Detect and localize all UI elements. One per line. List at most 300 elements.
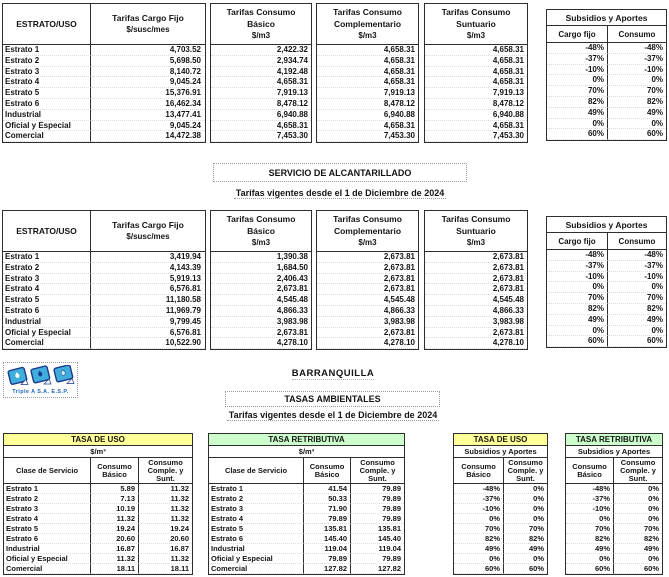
row-label: Industrial (209, 544, 304, 554)
cell-value: 18.11 (91, 564, 139, 574)
row-label: Estrato 3 (3, 274, 91, 285)
cell-value: 0% (614, 504, 662, 514)
cell-value: 70% (454, 524, 504, 534)
cell-value: 0% (547, 75, 608, 86)
cell-value: 49% (547, 315, 608, 326)
table-row (454, 504, 547, 514)
table-row (211, 99, 311, 110)
table-row (211, 252, 311, 263)
cell-value: 49% (454, 544, 504, 554)
alcantarillado-section-title: SERVICIO DE ALCANTARILLADO (213, 163, 467, 182)
cell-value: -10% (608, 272, 666, 283)
row-label: Industrial (3, 110, 91, 121)
table-row (425, 274, 527, 285)
cell-value: -10% (547, 272, 608, 283)
tasa-uso-subsidios-table (453, 433, 548, 575)
acueducto-subsidios-table (546, 9, 667, 141)
table-row (425, 295, 527, 306)
table-row (3, 110, 205, 121)
table-row (211, 306, 311, 317)
cell-value: 60% (547, 336, 608, 347)
cell-value: 41.54 (304, 484, 351, 494)
table-row (317, 328, 418, 339)
table-row (3, 306, 205, 317)
row-label: Estrato 3 (209, 504, 304, 514)
cell-value: 4,658.31 (211, 121, 311, 132)
table-row (454, 494, 547, 504)
table-row (425, 99, 527, 110)
table-row (547, 315, 666, 326)
table-row (317, 263, 418, 274)
cell-value: 4,703.52 (91, 45, 205, 56)
row-label: Estrato 4 (3, 284, 91, 295)
table-row (317, 121, 418, 132)
table-row (3, 263, 205, 274)
cell-value: 5.89 (91, 484, 139, 494)
table-row (425, 306, 527, 317)
row-label: Estrato 5 (3, 88, 91, 99)
cell-value: 4,658.31 (317, 45, 418, 56)
consumo-comple-col-header: Consumo Comple. y Sunt. (147, 457, 184, 483)
cell-value: 2,673.81 (317, 284, 418, 295)
cell-value: 70% (547, 293, 608, 304)
table-row (211, 338, 311, 349)
table-row (4, 484, 192, 494)
alcantarillado-basico-table (210, 210, 312, 350)
table-row (211, 131, 311, 142)
row-label: Oficial y Especial (3, 328, 91, 339)
alcantarillado-complementario-rows (317, 252, 418, 349)
cell-value: 2,673.81 (425, 328, 527, 339)
cell-value: 127.82 (351, 564, 404, 574)
table-row (547, 54, 666, 65)
cell-value: 2,673.81 (211, 328, 311, 339)
consumo-basico-col-header: Consumo Básico (304, 458, 351, 483)
row-label: Comercial (4, 564, 91, 574)
cell-value: 0% (608, 119, 666, 130)
table-row (425, 328, 527, 339)
cell-value: 11.32 (139, 494, 192, 504)
row-label: Industrial (3, 317, 91, 328)
tasas-ambientales-title: TASAS AMBIENTALES (225, 391, 440, 407)
table-row (547, 43, 666, 54)
table-row (547, 326, 666, 337)
table-row (3, 88, 205, 99)
cell-value: -37% (566, 494, 614, 504)
table-row (211, 284, 311, 295)
cell-value: 79.89 (351, 504, 404, 514)
table-row (3, 295, 205, 306)
cell-value: 10,522.90 (91, 338, 205, 349)
consumo-comple-col-header: Consumo Comple. y Sunt. (620, 457, 656, 483)
table-row (3, 252, 205, 263)
table-row (317, 338, 418, 349)
tasa-retributiva-rows (209, 484, 404, 574)
header-line: Básico (247, 19, 275, 29)
cell-value: 16,462.34 (91, 99, 205, 110)
cell-value: 14,472.38 (91, 131, 205, 142)
cell-value: 4,545.48 (317, 295, 418, 306)
table-row (547, 282, 666, 293)
cell-value: 0% (547, 326, 608, 337)
cell-value: 4,658.31 (425, 56, 527, 67)
tasa-retributiva-subsidios-table (565, 433, 663, 575)
table-row (425, 252, 527, 263)
table-row (211, 67, 311, 78)
cell-value: 20.60 (91, 534, 139, 544)
consumo-col-header: Consumo (618, 30, 656, 39)
table-row (211, 45, 311, 56)
tasa-uso-rows (4, 484, 192, 574)
cell-value: 4,658.31 (317, 121, 418, 132)
table-row (547, 119, 666, 130)
subtitle-text: Tarifas vigentes desde el 1 de Diciembre de 2024 (235, 188, 445, 198)
consumo-basico-header (211, 4, 311, 45)
row-label: Estrato 2 (209, 494, 304, 504)
tasa-uso-subsidios-rows (454, 484, 547, 574)
table-row (211, 274, 311, 285)
m3-unit-row: $/m³ (4, 446, 192, 458)
estrato-uso-header: ESTRATO/USO (3, 211, 91, 251)
row-label: Estrato 2 (4, 494, 91, 504)
cell-value: 0% (566, 554, 614, 564)
cargo-fijo-title: Tarifas Cargo Fijo (112, 13, 184, 23)
subsidios-column-headers (566, 458, 662, 484)
cell-value: 4,658.31 (425, 67, 527, 78)
tasa-retributiva-band: TASA RETRIBUTIVA (209, 434, 404, 446)
table-row (317, 77, 418, 88)
cell-value: -37% (547, 54, 608, 65)
table-row (3, 338, 205, 349)
cell-value: 71.90 (304, 504, 351, 514)
row-label: Estrato 6 (4, 534, 91, 544)
cell-value: 9,045.24 (91, 121, 205, 132)
clase-servicio-header: Clase de Servicio (4, 458, 91, 483)
cell-value: 0% (504, 484, 547, 494)
alcantarillado-main-header (3, 211, 205, 252)
triple-a-logo (3, 362, 78, 398)
table-row (317, 295, 418, 306)
subtitle-text: Tarifas vigentes desde el 1 de Diciembre de 2024 (228, 410, 438, 420)
cell-value: 2,934.74 (211, 56, 311, 67)
cell-value: 0% (608, 282, 666, 293)
table-row (547, 86, 666, 97)
cell-value: 6,940.88 (317, 110, 418, 121)
alcantarillado-main-table (2, 210, 206, 350)
acueducto-suntuario-rows (425, 45, 527, 142)
table-row (566, 494, 662, 504)
cell-value: -37% (454, 494, 504, 504)
table-row (547, 293, 666, 304)
cell-value: 4,278.10 (425, 338, 527, 349)
cell-value: 0% (454, 554, 504, 564)
cell-value: 49% (566, 544, 614, 554)
cell-value: 15,376.91 (91, 88, 205, 99)
alcantarillado-complementario-table (316, 210, 419, 350)
row-label: Estrato 1 (4, 484, 91, 494)
row-label: Industrial (4, 544, 91, 554)
cell-value: 4,278.10 (317, 338, 418, 349)
table-row (454, 564, 547, 574)
cell-value: -48% (454, 484, 504, 494)
table-row (317, 274, 418, 285)
table-row (209, 544, 404, 554)
cargo-fijo-col-header: Cargo fijo (547, 26, 608, 43)
cell-value: 49% (608, 108, 666, 119)
cell-value: 4,192.48 (211, 67, 311, 78)
cell-value: -48% (547, 250, 608, 261)
row-label: Comercial (209, 564, 304, 574)
cell-value: 0% (504, 494, 547, 504)
table-row (425, 284, 527, 295)
cell-value: 79.89 (304, 554, 351, 564)
tasa-uso-band: TASA DE USO (454, 434, 547, 446)
cell-value: -10% (566, 504, 614, 514)
table-row (3, 56, 205, 67)
cell-value: 2,673.81 (317, 252, 418, 263)
cell-value: 82% (547, 97, 608, 108)
table-row (211, 317, 311, 328)
table-row (3, 77, 205, 88)
table-row (209, 514, 404, 524)
cell-value: 0% (547, 282, 608, 293)
table-row (3, 274, 205, 285)
table-row (209, 494, 404, 504)
table-row (3, 317, 205, 328)
cell-value: 1,390.38 (211, 252, 311, 263)
cell-value: 60% (608, 129, 666, 140)
cell-value: 119.04 (351, 544, 404, 554)
consumo-comple-col-header: Consumo Comple. y Sunt. (507, 457, 544, 483)
city-name: BARRANQUILLA (291, 368, 375, 379)
cell-value: 49% (547, 108, 608, 119)
consumo-suntuario-header (425, 4, 527, 45)
table-row (566, 534, 662, 544)
table-row (425, 338, 527, 349)
table-row (4, 534, 192, 544)
cell-value: 11.32 (91, 514, 139, 524)
table-row (566, 484, 662, 494)
cell-value: 19.24 (139, 524, 192, 534)
cell-value: 18.11 (139, 564, 192, 574)
table-row (4, 494, 192, 504)
table-row (211, 328, 311, 339)
table-row (209, 504, 404, 514)
cell-value: 4,658.31 (211, 77, 311, 88)
table-row (454, 514, 547, 524)
subsidios-aportes-header: Subsidios y Aportes (547, 217, 666, 233)
table-row (4, 524, 192, 534)
cell-value: 0% (614, 554, 662, 564)
header-line: Suntuario (456, 19, 496, 29)
alcantarillado-suntuario-table (424, 210, 528, 350)
cargo-fijo-unit: $/susc/mes (126, 25, 170, 34)
cargo-fijo-header (91, 211, 205, 251)
consumo-complementario-header (317, 4, 418, 45)
table-row (547, 65, 666, 76)
tasa-retributiva-band: TASA RETRIBUTIVA (566, 434, 662, 446)
cell-value: 60% (504, 564, 547, 574)
table-row (3, 67, 205, 78)
cell-value: 4,545.48 (211, 295, 311, 306)
cell-value: 49% (608, 315, 666, 326)
acueducto-basico-rows (211, 45, 311, 142)
cell-value: 79.89 (351, 514, 404, 524)
cell-value: 11,180.58 (91, 295, 205, 306)
cell-value: -37% (547, 261, 608, 272)
cell-value: 4,278.10 (211, 338, 311, 349)
cell-value: -10% (608, 65, 666, 76)
cell-value: 8,478.12 (425, 99, 527, 110)
m3-unit: $/m3 (251, 31, 271, 40)
table-row (3, 121, 205, 132)
table-row (209, 554, 404, 564)
cell-value: 3,983.98 (211, 317, 311, 328)
cell-value: 11.32 (139, 484, 192, 494)
row-label: Comercial (3, 131, 91, 142)
subsidios-column-headers (547, 26, 666, 43)
row-label: Estrato 5 (3, 295, 91, 306)
subsidios-column-headers (547, 233, 666, 250)
cell-value: 11.32 (139, 514, 192, 524)
table-row (317, 99, 418, 110)
table-row (425, 67, 527, 78)
table-row (317, 45, 418, 56)
table-row (454, 554, 547, 564)
cell-value: 82% (608, 304, 666, 315)
row-label: Estrato 4 (3, 77, 91, 88)
cell-value: 145.40 (351, 534, 404, 544)
cell-value: -37% (608, 261, 666, 272)
cell-value: 70% (566, 524, 614, 534)
table-row (566, 514, 662, 524)
cell-value: 2,673.81 (425, 274, 527, 285)
table-row (3, 45, 205, 56)
cell-value: 6,576.81 (91, 284, 205, 295)
city-title (233, 368, 433, 379)
cell-value: 4,866.33 (211, 306, 311, 317)
acueducto-suntuario-table (424, 3, 528, 143)
cell-value: 49% (614, 544, 662, 554)
acueducto-main-header (3, 4, 205, 45)
consumo-col-header: Consumo (618, 237, 656, 246)
m3-unit: $/m3 (466, 31, 486, 40)
cell-value: 135.81 (304, 524, 351, 534)
acueducto-complementario-rows (317, 45, 418, 142)
acueducto-main-table (2, 3, 206, 143)
cargo-fijo-header (91, 4, 205, 44)
row-label: Estrato 4 (209, 514, 304, 524)
consumo-complementario-header (317, 211, 418, 252)
table-row (566, 524, 662, 534)
cell-value: 0% (504, 514, 547, 524)
table-row (425, 45, 527, 56)
cell-value: 20.60 (139, 534, 192, 544)
consumo-comple-col-header: Consumo Comple. y Sunt. (359, 457, 396, 483)
table-row (547, 261, 666, 272)
cell-value: 1,684.50 (211, 263, 311, 274)
header-line: Tarifas Consumo (333, 7, 402, 17)
table-row (547, 108, 666, 119)
header-line: Complementario (333, 19, 402, 29)
row-label: Estrato 2 (3, 56, 91, 67)
header-line: Tarifas Consumo (226, 7, 296, 17)
table-row (454, 534, 547, 544)
row-label: Estrato 1 (209, 484, 304, 494)
cell-value: 2,673.81 (211, 284, 311, 295)
m3-unit: $/m3 (251, 238, 271, 247)
triple-a-logo-icon (7, 365, 75, 388)
table-row (566, 544, 662, 554)
cell-value: 8,478.12 (317, 99, 418, 110)
cell-value: 0% (608, 75, 666, 86)
subsidios-aportes-header: Subsidios y Aportes (547, 10, 666, 26)
table-row (209, 534, 404, 544)
cell-value: 70% (504, 524, 547, 534)
cell-value: 79.89 (351, 494, 404, 504)
cell-value: 2,422.32 (211, 45, 311, 56)
cargo-fijo-title: Tarifas Cargo Fijo (112, 220, 184, 230)
header-line: Complementario (333, 226, 402, 236)
header-line: Tarifas Consumo (441, 7, 511, 17)
cell-value: 6,576.81 (91, 328, 205, 339)
cell-value: 60% (614, 564, 662, 574)
alcantarillado-subsidios-rows (547, 250, 666, 347)
m3-unit: $/m3 (466, 238, 486, 247)
tasa-retributiva-column-headers (209, 458, 404, 484)
row-label: Estrato 3 (4, 504, 91, 514)
table-row (209, 484, 404, 494)
cell-value: -48% (547, 43, 608, 54)
subsidios-column-headers (454, 458, 547, 484)
cell-value: 82% (547, 304, 608, 315)
table-row (317, 252, 418, 263)
table-row (317, 306, 418, 317)
cell-value: 60% (454, 564, 504, 574)
cell-value: 79.89 (351, 484, 404, 494)
cell-value: 11.32 (91, 554, 139, 564)
table-row (209, 564, 404, 574)
table-row (425, 56, 527, 67)
table-row (425, 88, 527, 99)
m3-unit-row: $/m³ (209, 446, 404, 458)
cell-value: 82% (608, 97, 666, 108)
table-row (4, 554, 192, 564)
cell-value: 4,545.48 (425, 295, 527, 306)
cell-value: 0% (547, 119, 608, 130)
cell-value: 8,140.72 (91, 67, 205, 78)
table-row (454, 484, 547, 494)
estrato-uso-header: ESTRATO/USO (3, 4, 91, 44)
table-row (209, 524, 404, 534)
table-row (547, 336, 666, 347)
row-label: Estrato 6 (3, 306, 91, 317)
table-row (566, 554, 662, 564)
acueducto-basico-table (210, 3, 312, 143)
cell-value: 0% (614, 514, 662, 524)
row-label: Estrato 1 (3, 252, 91, 263)
table-row (425, 121, 527, 132)
cell-value: 0% (566, 514, 614, 524)
alcantarillado-suntuario-rows (425, 252, 527, 349)
cell-value: 70% (614, 524, 662, 534)
table-row (3, 284, 205, 295)
table-row (454, 544, 547, 554)
cell-value: -48% (608, 250, 666, 261)
table-row (211, 77, 311, 88)
cell-value: 4,658.31 (317, 56, 418, 67)
subsidios-aportes-row: Subsidios y Aportes (454, 446, 547, 458)
